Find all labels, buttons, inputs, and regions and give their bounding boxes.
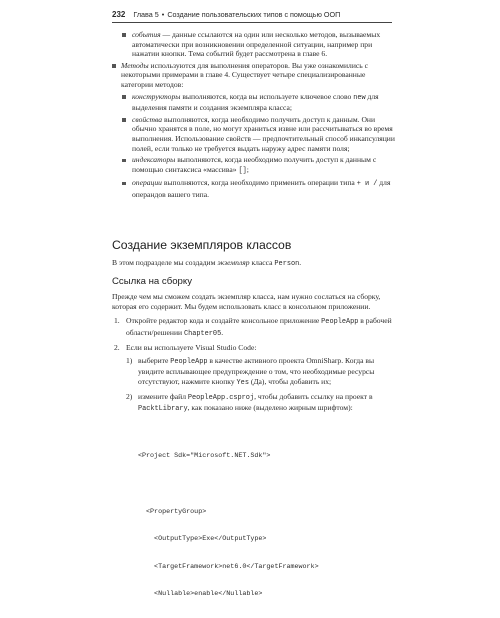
code-block xyxy=(138,434,319,618)
chapter-title: Создание пользовательских типов с помощью ООП xyxy=(167,10,341,19)
step-1-number: 1. xyxy=(114,316,120,325)
step-2-2-text-b: , чтобы добавить ссылку на проект в xyxy=(254,391,373,401)
step-2-1-code-app: PeopleApp xyxy=(170,357,208,366)
text-methods: используются для выполнения операторов. Вы уже ознакомились с некоторыми примерами в главе 4. Существует четыре специализированные категории методов: xyxy=(121,60,369,89)
chapter-label: Глава 5 xyxy=(133,10,159,19)
code-line: <PropertyGroup> xyxy=(138,507,207,516)
list-item-operators xyxy=(112,178,398,199)
text-operators-b: для операндов вашего типа. xyxy=(132,178,391,199)
list-item-constructors xyxy=(112,92,398,113)
member-list xyxy=(112,30,398,200)
header-separator: • xyxy=(161,10,165,19)
steps-list xyxy=(112,316,398,415)
bullet-icon xyxy=(122,115,131,125)
step-2-1-code-yes: Yes xyxy=(236,378,249,387)
step-1-text-a: Откройте редактор кода и создайте консольное приложение xyxy=(126,316,322,325)
step-2 xyxy=(112,343,398,353)
intro-emphasis: экземпляр xyxy=(217,258,250,267)
list-item-events xyxy=(112,30,398,59)
step-2-1 xyxy=(112,356,398,389)
text-events: — данные ссылаются на один или несколько методов, вызываемых автоматически при возникновении определенной ситуации, например при нажатии кнопки. Тема событий будет рассмотрена в главе 6. xyxy=(132,30,381,59)
code-line: <OutputType>Exe</OutputType> xyxy=(138,535,267,544)
step-1 xyxy=(112,316,398,339)
step-1-text-c: . xyxy=(221,327,224,337)
text-constructors-a: выполняются, когда вы используете ключевое слово xyxy=(180,91,354,101)
step-2-1-number: 1) xyxy=(126,355,133,365)
step-1-code-app: PeopleApp xyxy=(321,318,359,326)
step-2-1-text-c: (Да), чтобы добавить их; xyxy=(248,376,332,386)
step-1-text-b: в рабочей области/решении xyxy=(126,316,392,337)
list-item-methods xyxy=(112,61,398,90)
code-line: <TargetFramework>net6.0</TargetFramework> xyxy=(138,562,319,571)
intro-text-a: В этом подразделе мы создадим xyxy=(112,258,218,267)
term-methods: Методы xyxy=(121,60,149,70)
bullet-icon xyxy=(122,30,131,40)
term-indexers: индексаторы xyxy=(132,155,176,165)
text-properties: выполняются, когда необходимо получить доступ к данным. Они обычно хранятся в поле, но могут храниться извне или рассчитываться во время выполнения. Использование свойств — предпочтительный способ инкапсуляции полей, если только не требуется выдать наружу адрес памяти поля; xyxy=(132,114,395,153)
intro-code-person: Person xyxy=(274,260,300,268)
step-2-text: Если вы используете Visual Studio Code: xyxy=(126,343,257,353)
section-heading: Создание экземпляров классов xyxy=(112,238,292,252)
code-line: <Project Sdk="Microsoft.NET.Sdk"> xyxy=(138,452,271,461)
text-constructors-b: для выделения памяти и создания экземпляра класса; xyxy=(132,91,379,113)
step-2-1-text-a: выберите xyxy=(138,355,171,365)
code-brackets: [] xyxy=(238,166,247,175)
subsection-paragraph: Прежде чем мы сможем создать экземпляр класса, нам нужно сослаться на сборку, которая его содержит. Мы будем использовать класс в консольном приложении. xyxy=(112,292,381,311)
running-header xyxy=(112,8,392,23)
term-properties: свойства xyxy=(132,114,163,124)
step-1-code-chapter: Chapter05 xyxy=(183,329,222,338)
list-item-indexers xyxy=(112,155,398,176)
bullet-icon xyxy=(122,155,131,165)
step-2-2 xyxy=(112,392,398,415)
step-2-2-number: 2) xyxy=(126,391,133,401)
list-item-properties xyxy=(112,115,398,153)
code-line: <Nullable>enable</Nullable> xyxy=(138,590,263,599)
code-new: new xyxy=(353,93,366,102)
step-2-2-code-library: PacktLibrary xyxy=(138,405,188,414)
bullet-icon xyxy=(122,178,131,188)
bullet-icon xyxy=(122,92,131,102)
step-2-number: 2. xyxy=(114,343,120,353)
bullet-icon xyxy=(112,61,121,71)
term-operators: операции xyxy=(132,178,162,188)
subsection-heading: Ссылка на сборку xyxy=(112,276,192,287)
text-operators-a: выполняются, когда необходимо применить операции типа xyxy=(161,178,357,188)
text-indexers-b: ; xyxy=(246,164,249,174)
term-constructors: конструкторы xyxy=(132,91,181,101)
intro-text-c: . xyxy=(299,258,302,267)
text-indexers-a: выполняются, когда необходимо получить доступ к данным с помощью синтаксиса «массива» xyxy=(132,155,377,174)
section-intro xyxy=(112,258,398,270)
step-2-2-text-a: измените файл xyxy=(138,391,188,401)
term-events: события xyxy=(132,30,161,39)
step-2-1-text-b: в качестве активного проекта OmniSharp. Когда вы увидите всплывающее предупреждение о том, что необходимые ресурсы отсутствуют, нажмите кнопку xyxy=(138,355,375,386)
code-line xyxy=(138,480,319,489)
code-operators: + и / xyxy=(356,180,378,189)
step-2-2-code-csproj: PeopleApp.csproj xyxy=(187,393,255,402)
page-number: 232 xyxy=(112,10,126,19)
intro-text-b: класса xyxy=(249,258,275,267)
step-2-2-text-c: , как показано ниже (выделено жирным шрифтом): xyxy=(187,403,353,413)
